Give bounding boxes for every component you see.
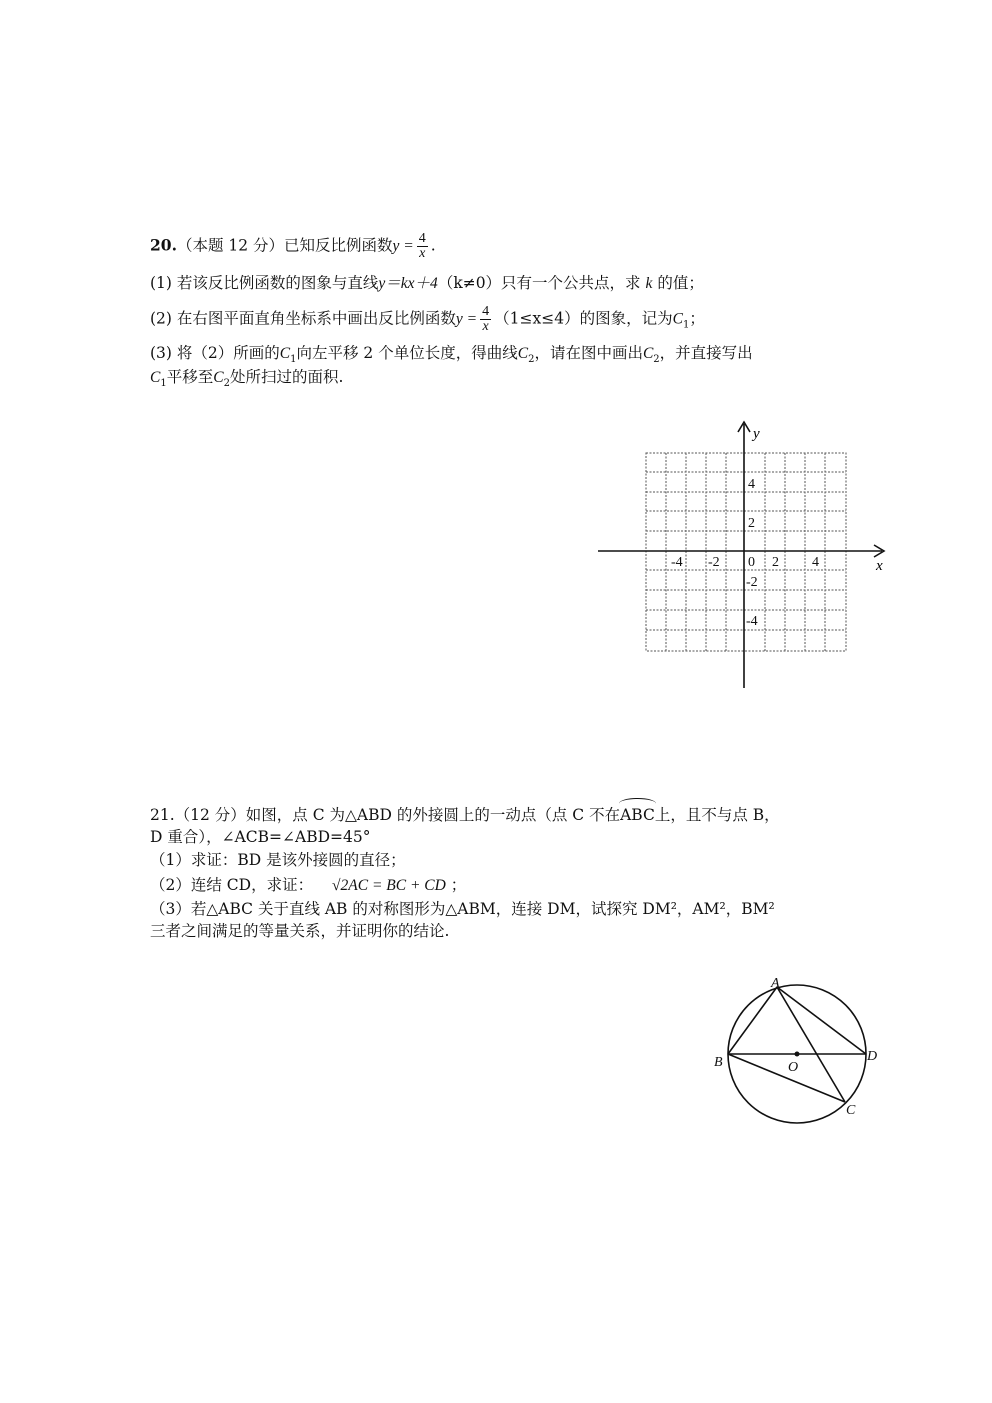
q21-part3: （3）若△ABC 关于直线 AB 的对称图形为△ABM，连接 DM，试探究 DM²，AM²，BM²	[150, 900, 775, 918]
center-point	[795, 1052, 800, 1057]
fraction-4-over-x: $\frac{4}{x}$	[418, 231, 426, 261]
y-tick-label: -2	[746, 575, 758, 590]
x-tick-label: -2	[708, 555, 720, 570]
x-tick-label: 0	[748, 555, 755, 570]
segment-ad	[777, 987, 866, 1054]
q21-part1: （1）求证：BD 是该外接圆的直径；	[150, 851, 406, 869]
point-label-b: B	[714, 1055, 723, 1070]
formula: √2AC = BC + CD	[332, 877, 446, 894]
x-tick-label: 4	[812, 555, 819, 570]
x-axis-label: x	[876, 558, 883, 574]
arc-abc: ABC	[620, 806, 655, 824]
y-axis-label: y	[753, 426, 760, 442]
q20-part3-line2: $C_1$平移至$C_2$处所扫过的面积.	[150, 368, 344, 390]
axes	[598, 422, 884, 688]
q21-part3-line2: 三者之间满足的等量关系，并证明你的结论.	[150, 922, 450, 940]
point-label-o: O	[788, 1060, 799, 1075]
circle-diagram	[710, 970, 880, 1125]
y-tick-label: -4	[746, 614, 758, 629]
point-label-c: C	[846, 1103, 856, 1118]
q21-line2: D 重合），∠ACB=∠ABD=45°	[150, 828, 371, 846]
q20-part2: (2) 在右图平面直角坐标系中画出反比例函数y = $\frac{4}{x}$ （1≤x≤4）的图象，记为$C_1$；	[150, 304, 705, 334]
point-label-a: A	[771, 976, 780, 991]
fraction-4-over-x: $\frac{4}{x}$	[482, 304, 490, 334]
segment-ac	[777, 987, 845, 1102]
x-tick-label: -4	[671, 555, 683, 570]
x-tick-label: 2	[772, 555, 779, 570]
q20-part3: (3) 将（2）所画的$C_1$向左平移 2 个单位长度，得曲线$C_2$，请在图中画出$C_2$，并直接写出	[150, 344, 753, 366]
q21-line1: 21.（12 分）如图，点 C 为△ABD 的外接圆上的一动点（点 C 不在ABC上，且不与点 B，	[150, 806, 780, 824]
coordinate-grid	[595, 418, 890, 693]
q21-part2: （2）连结 CD，求证： √2AC = BC + CD ；	[150, 876, 467, 894]
y-tick-label: 4	[748, 477, 755, 492]
q20-title: 20.（本题 12 分）已知反比例函数y = $\frac{4}{x}$ .	[150, 231, 436, 261]
y-tick-label: 2	[748, 516, 755, 531]
segment-bc	[728, 1054, 845, 1102]
q20-part1: (1) 若该反比例函数的图象与直线y＝kx＋4（k≠0）只有一个公共点，求 k 的值；	[150, 274, 704, 292]
segment-ab	[728, 987, 777, 1054]
point-label-d: D	[867, 1049, 878, 1064]
